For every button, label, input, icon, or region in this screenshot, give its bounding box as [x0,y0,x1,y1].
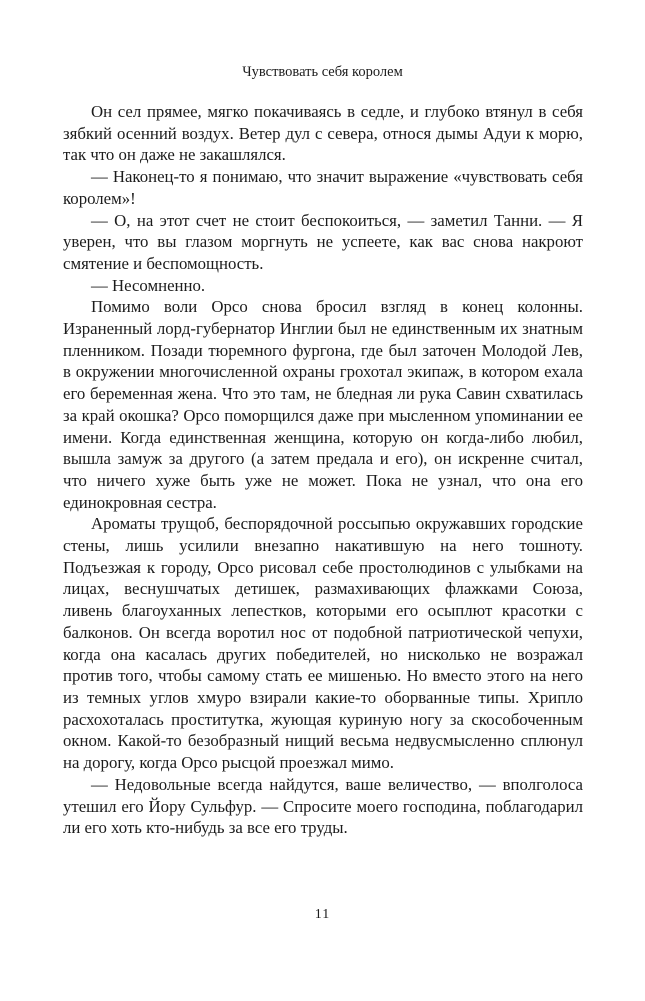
paragraph: — Недовольные всегда найдутся, ваше величество, — вполголоса утешил его Йору Сульфур. — Спросите моего господина, поблагодарил ли его хоть кто-нибудь за все его труды. [63,774,583,838]
body-text [63,101,583,839]
paragraph: — Наконец-то я понимаю, что значит выражение «чувствовать себя королем»! [63,167,583,208]
paragraph: Он сел прямее, мягко покачиваясь в седле, и глубоко втянул в себя зябкий осенний воздух. Ветер дул с севера, относя дымы Адуи к морю, так что он даже не закашлялся. [63,102,583,165]
paragraph: — О, на этот счет не стоит беспокоиться, — заметил Танни. — Я уверен, что вы глазом моргнуть не успеете, как вас снова накроют смятение и беспомощность. [63,210,583,273]
paragraph: Ароматы трущоб, беспорядочной россыпью окружавших городские стены, лишь усилили внезапно накатившую на него тошноту. Подъезжая к городу, Орсо рисовал себе простолюдинов с улыбками на лицах, веснушчатых детишек, размахивающих флажками Союза, ливень благоуханных лепестков, которыми его осыплют красотки с балконов. Он всегда воротил нос от подобной патриотической чепухи, когда она касалась других победителей, но нисколько не возражал против того, чтобы самому стать ее мишенью. Но вместо этого на него из темных углов хмуро взирали какие-то оборванные типы. Хрипло расхохоталась проститутка, жующая куриную ногу за скособоченным окном. Какой-то безобразный нищий весьма недвусмысленно сплюнул на дорогу, когда Орсо рысцой проезжал мимо. [63,514,583,773]
paragraph: Помимо воли Орсо снова бросил взгляд в конец колонны. Израненный лорд-губернатор Инглии был не единственным их знатным пленником. Позади тюремного фургона, где был заточен Молодой Лев, в окружении многочисленной охраны грохотал экипаж, в котором ехала его беременная жена. Что это там, не бледная ли рука Савин схватилась за край окошка? Орсо поморщился даже при мысленном упоминании ее имени. Когда единственная женщина, которую он когда-либо любил, вышла замуж за другого (а затем предала и его), он искренне считал, что ничего хуже быть уже не может. Пока не узнал, что она его единокровная сестра. [63,297,583,512]
page-number: 11 [314,907,331,922]
paragraph: — Несомненно. [91,275,206,295]
running-head: Чувствовать себя королем [242,64,403,80]
